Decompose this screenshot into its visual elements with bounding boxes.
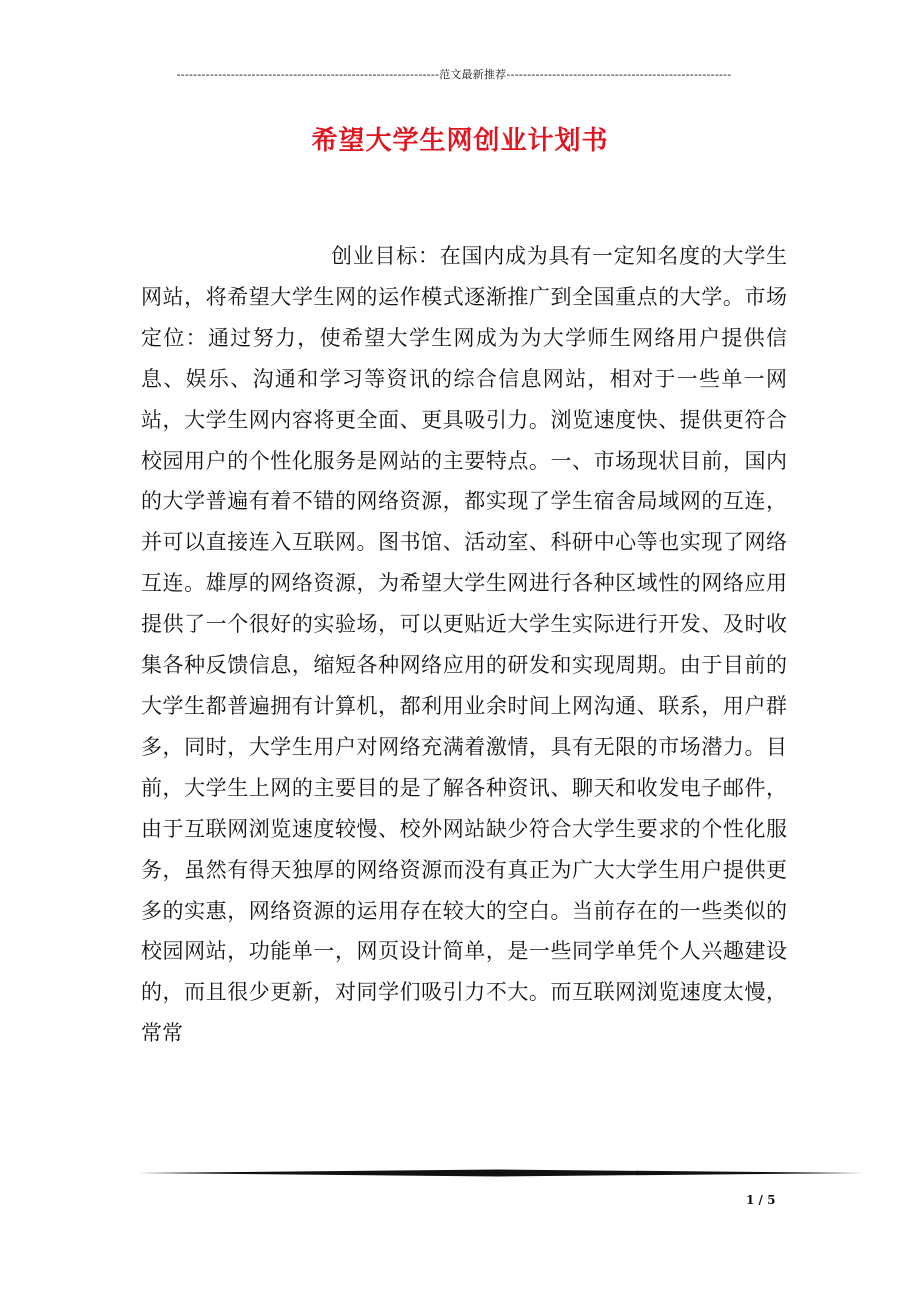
document-title: 希望大学生网创业计划书 [311, 126, 609, 156]
page-number: 1 / 5 [746, 1193, 776, 1207]
page-header: ---------------------------------------------------------------范文最新推荐------------------------------------------------------ [176, 68, 732, 81]
body-paragraph: 创业目标：在国内成为具有一定知名度的大学生网站，将希望大学生网的运作模式逐渐推广到全国重点的大学。市场定位：通过努力，使希望大学生网成为为大学师生网络用户提供信息、娱乐、沟通和学习等资讯的综合信息网站，相对于一些单一网站，大学生网内容将更全面、更具吸引力。浏览速度快、提供更符合校园用户的个性化服务是网站的主要特点。一、市场现状目前，国内的大学普遍有着不错的网络资源，都实现了学生宿舍局域网的互连，并可以直接连入互联网。图书馆、活动室、科研中心等也实现了网络互连。雄厚的网络资源，为希望大学生网进行各种区域性的网络应用提供了一个很好的实验场，可以更贴近大学生实际进行开发、及时收集各种反馈信息，缩短各种网络应用的研发和实现周期。由于目前的大学生都普遍拥有计算机，都利用业余时间上网沟通、联系，用户群多，同时，大学生用户对网络充满着激情，具有无限的市场潜力。目前，大学生上网的主要目的是了解各种资讯、聊天和收发电子邮件，由于互联网浏览速度较慢、校外网站缺少符合大学生要求的个性化服务，虽然有得天独厚的网络资源而没有真正为广大大学生用户提供更多的实惠，网络资源的运用存在较大的空白。当前存在的一些类似的校园网站，功能单一，网页设计简单，是一些同学单凭个人兴趣建设的，而且很少更新，对同学们吸引力不大。而互联网浏览速度太慢，常常 [141, 244, 787, 1046]
footer-divider [138, 1169, 864, 1177]
document-body [141, 236, 787, 1151]
